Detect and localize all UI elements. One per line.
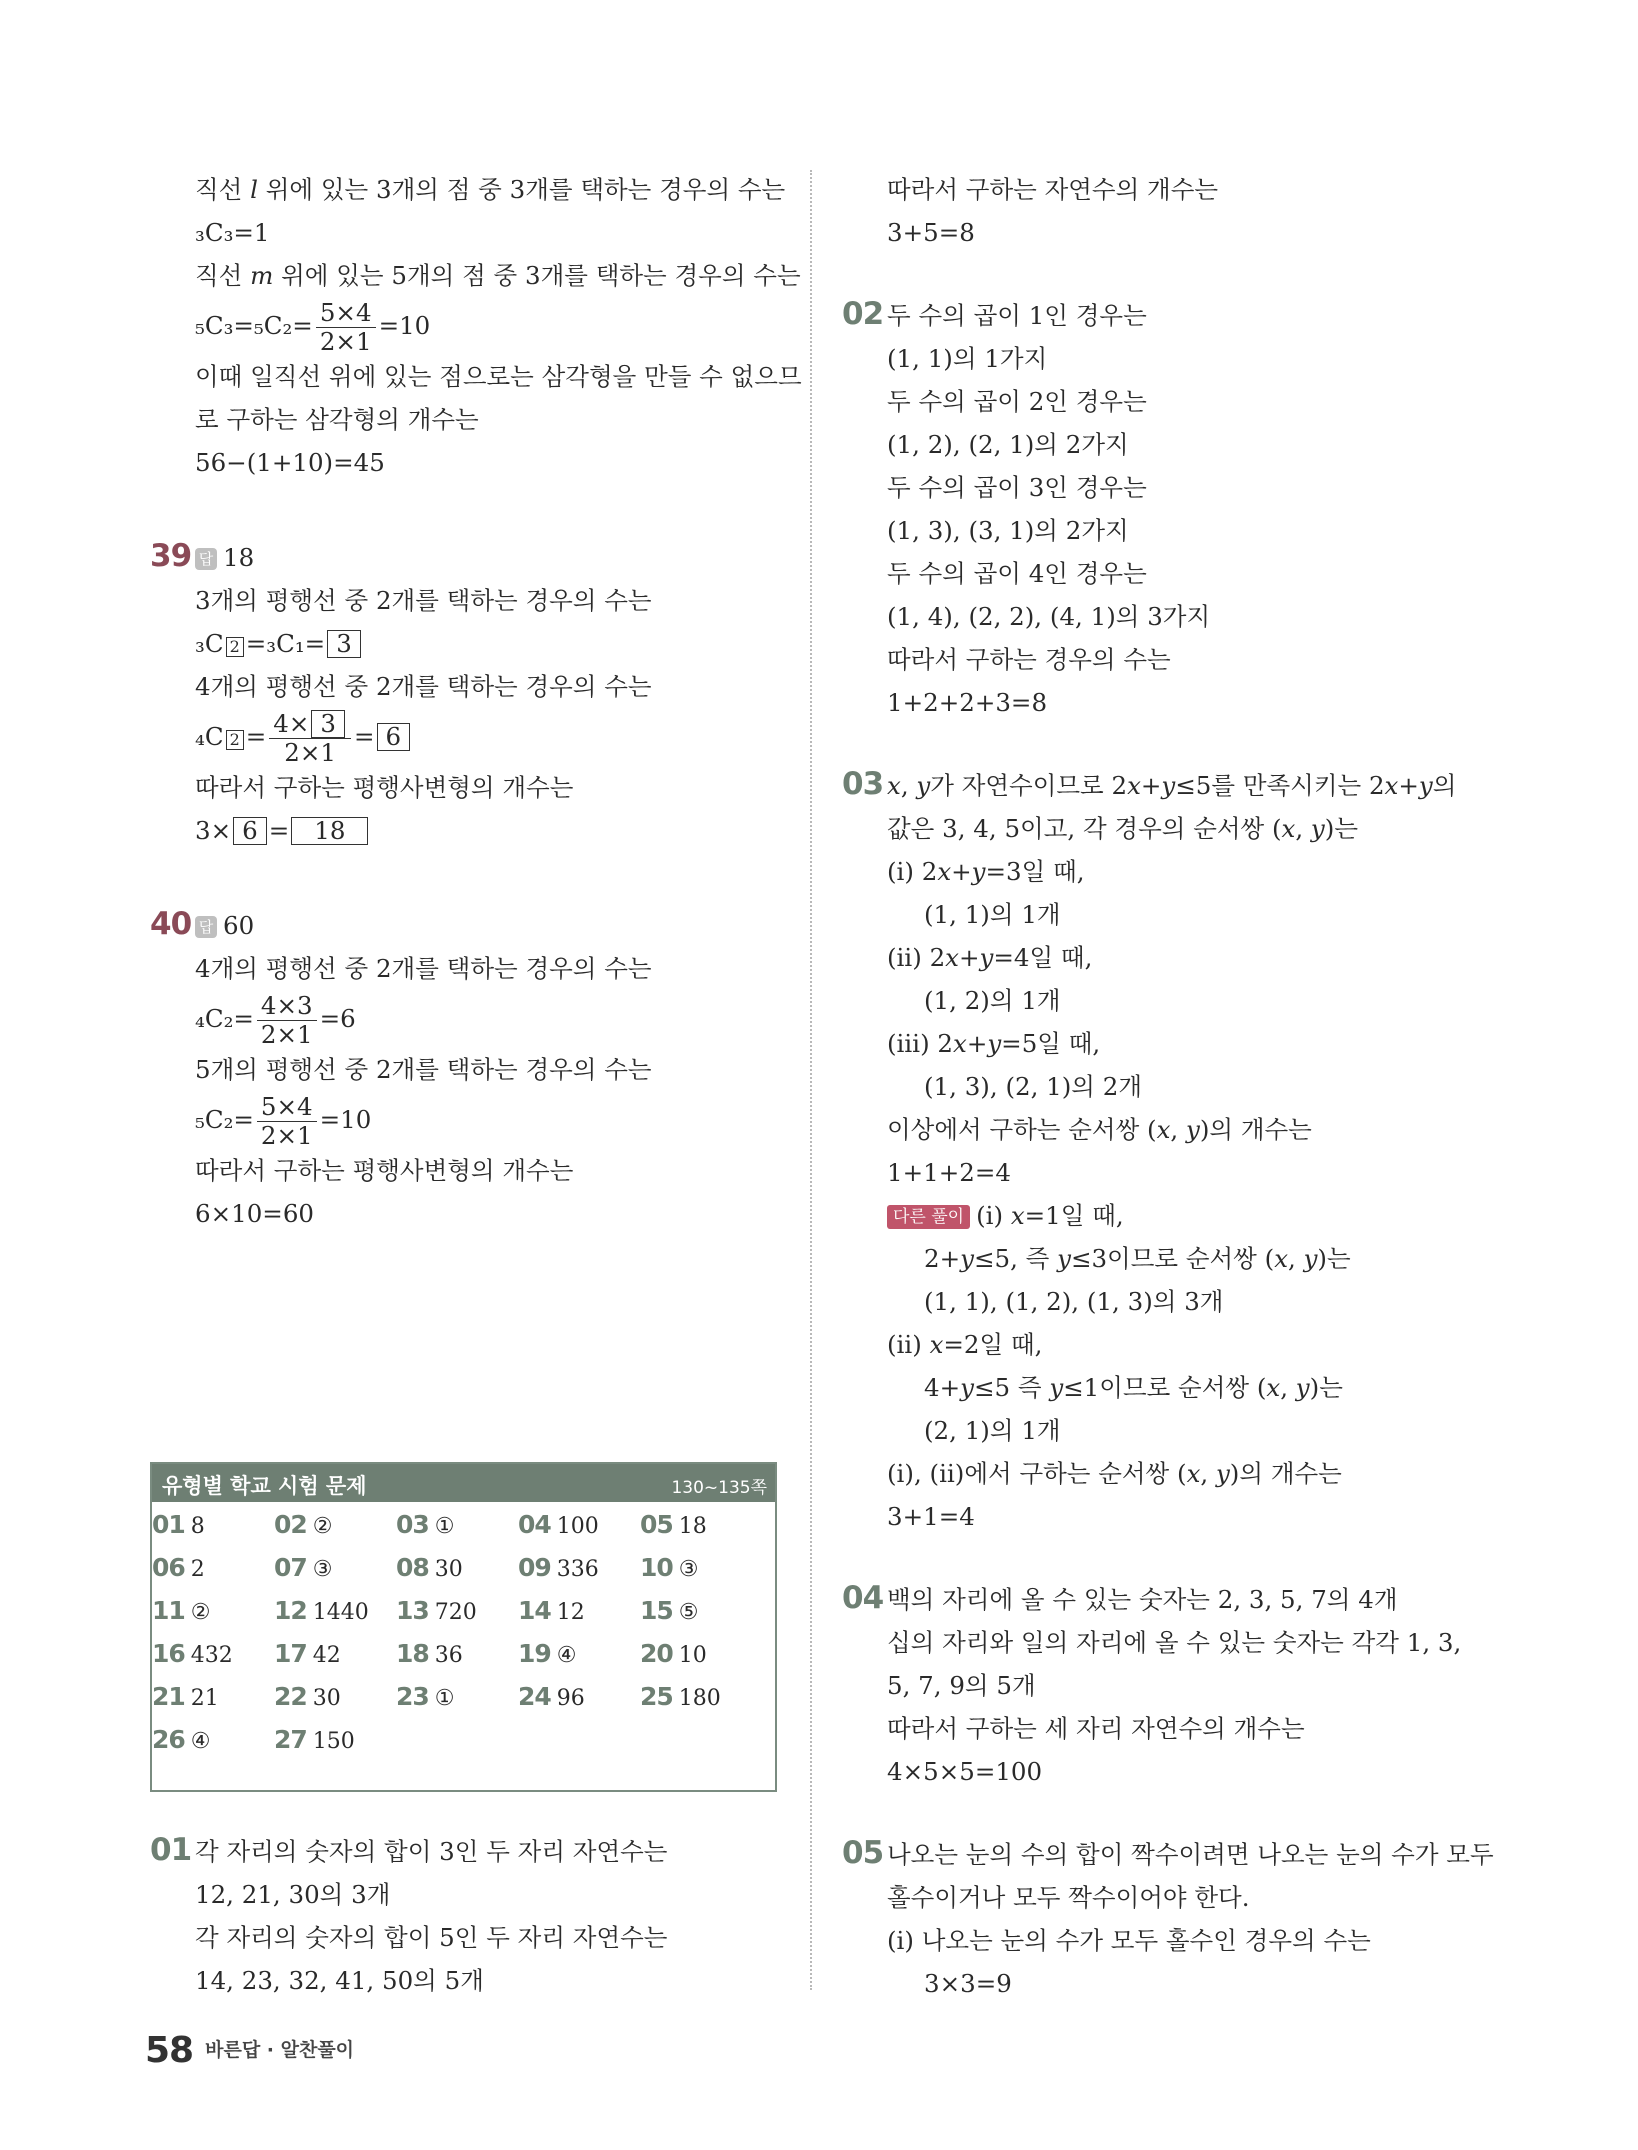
answer-cell bbox=[274, 1639, 341, 1668]
answer-cell-number: 16 bbox=[152, 1639, 185, 1668]
text-line: 직선 𝑙 위에 있는 3개의 점 중 3개를 택하는 경우의 수는 bbox=[195, 175, 786, 204]
combination: ₅C₃=₅C₂= bbox=[195, 311, 313, 340]
column-divider bbox=[810, 170, 812, 1990]
text-line: 3+1=4 bbox=[887, 1502, 975, 1531]
answer-cell-value: ② bbox=[312, 1514, 333, 1539]
answer-cell bbox=[274, 1510, 333, 1539]
answer-cell-value: ② bbox=[190, 1600, 211, 1625]
fraction bbox=[257, 1093, 317, 1150]
answer-value: 18 bbox=[223, 543, 255, 572]
answer-cell bbox=[518, 1510, 599, 1539]
answer-cell-number: 18 bbox=[396, 1639, 429, 1668]
answer-cell-number: 21 bbox=[152, 1682, 185, 1711]
text-line: 홀수이거나 모두 짝수이어야 한다. bbox=[887, 1883, 1250, 1912]
answer-cell bbox=[640, 1639, 707, 1668]
text-line: 두 수의 곱이 4인 경우는 bbox=[887, 559, 1147, 588]
text-line: (1, 4), (2, 2), (4, 1)의 3가지 bbox=[887, 602, 1211, 631]
answer-cell bbox=[640, 1596, 699, 1625]
fraction bbox=[257, 992, 317, 1049]
spacer bbox=[150, 852, 790, 904]
answer-cell-number: 11 bbox=[152, 1596, 185, 1625]
page-footer bbox=[145, 2030, 354, 2071]
answer-cell-number: 04 bbox=[518, 1510, 551, 1539]
answer-cell-number: 07 bbox=[274, 1553, 307, 1582]
answer-cell-number: 17 bbox=[274, 1639, 307, 1668]
answer-cell bbox=[518, 1682, 585, 1711]
answer-cell-value: 10 bbox=[678, 1643, 707, 1668]
text-line: 두 수의 곱이 1인 경우는 bbox=[887, 301, 1147, 330]
answer-cell-number: 19 bbox=[518, 1639, 551, 1668]
text-line: 2+𝑦≤5, 즉 𝑦≤3이므로 순서쌍 (𝑥, 𝑦)는 bbox=[924, 1244, 1351, 1273]
case-line: (ⅲ) 2𝑥+𝑦=5일 때, bbox=[887, 1029, 1101, 1058]
text-line: 4+𝑦≤5 즉 𝑦≤1이므로 순서쌍 (𝑥, 𝑦)는 bbox=[924, 1373, 1343, 1402]
answer-cell-value: 8 bbox=[190, 1514, 205, 1539]
question-number: 40 bbox=[150, 906, 192, 942]
answer-table-pages: 130~135쪽 bbox=[671, 1478, 767, 1498]
answer-cell bbox=[518, 1639, 577, 1668]
denominator: 2×1 bbox=[284, 738, 337, 767]
answer-cell-value: 30 bbox=[434, 1557, 463, 1582]
text-line: 직선 𝑚 위에 있는 5개의 점 중 3개를 택하는 경우의 수는 bbox=[195, 261, 801, 290]
answer-cell bbox=[396, 1553, 463, 1582]
text-line: (1, 1)의 1개 bbox=[924, 900, 1061, 929]
answer-cell-value: 100 bbox=[556, 1514, 599, 1539]
answer-cell-number: 23 bbox=[396, 1682, 429, 1711]
answer-cell-value: 30 bbox=[312, 1686, 341, 1711]
text-line: (1, 3), (3, 1)의 2가지 bbox=[887, 516, 1129, 545]
text-line: 5, 7, 9의 5개 bbox=[887, 1671, 1036, 1700]
question-number: 01 bbox=[150, 1832, 192, 1868]
answer-cell-number: 10 bbox=[640, 1553, 673, 1582]
text-line: 따라서 구하는 경우의 수는 bbox=[887, 645, 1171, 674]
answer-cell bbox=[396, 1596, 477, 1625]
answer-cell-value: 720 bbox=[434, 1600, 477, 1625]
text-line: 따라서 구하는 평행사변형의 개수는 bbox=[195, 1156, 574, 1185]
denominator: 2×1 bbox=[260, 1121, 313, 1150]
text-line: 따라서 구하는 평행사변형의 개수는 bbox=[195, 773, 574, 802]
answer-cell-value: 12 bbox=[556, 1600, 585, 1625]
question-03-line bbox=[842, 764, 1482, 807]
answer-cell-number: 22 bbox=[274, 1682, 307, 1711]
answer-cell bbox=[274, 1682, 341, 1711]
blank-box: 2 bbox=[226, 637, 244, 657]
answer-table-header bbox=[152, 1464, 775, 1502]
math-result: =1 bbox=[233, 218, 270, 247]
combination: ₃C₃ bbox=[195, 218, 234, 247]
answer-cell bbox=[274, 1553, 333, 1582]
text-line: 4×5×5=100 bbox=[887, 1757, 1043, 1786]
spacer bbox=[842, 1793, 1482, 1833]
case-text: (ⅰ) 𝑥=1일 때, bbox=[976, 1201, 1124, 1230]
answer-cell bbox=[640, 1553, 699, 1582]
answer-cell-value: ③ bbox=[678, 1557, 699, 1582]
answer-cell-number: 14 bbox=[518, 1596, 551, 1625]
combination: =₃C₁= bbox=[245, 629, 326, 658]
answer-cell bbox=[152, 1510, 205, 1539]
text-line: 값은 3, 4, 5이고, 각 경우의 순서쌍 (𝑥, 𝑦)는 bbox=[887, 814, 1358, 843]
blank-box: 3 bbox=[311, 710, 345, 738]
page-number: 58 bbox=[145, 2030, 194, 2071]
text-line: (1, 1), (1, 2), (1, 3)의 3개 bbox=[924, 1287, 1224, 1316]
question-02-line bbox=[842, 294, 1482, 337]
answer-cell bbox=[274, 1725, 355, 1754]
case-line: (ⅰ) 나오는 눈의 수가 모두 홀수인 경우의 수는 bbox=[887, 1926, 1371, 1955]
denominator: 2×1 bbox=[260, 1020, 313, 1049]
text-line: (1, 2)의 1개 bbox=[924, 986, 1061, 1015]
answer-cell-number: 12 bbox=[274, 1596, 307, 1625]
left-column bbox=[150, 168, 802, 1235]
case-line: (ⅱ) 𝑥=2일 때, bbox=[887, 1330, 1043, 1359]
answer-cell-number: 25 bbox=[640, 1682, 673, 1711]
answer-cell-value: 36 bbox=[434, 1643, 463, 1668]
answer-cell-number: 13 bbox=[396, 1596, 429, 1625]
math-result: =10 bbox=[319, 1105, 372, 1134]
footer-label: 바른답 · 알찬풀이 bbox=[205, 2039, 355, 2061]
text-line: 두 수의 곱이 3인 경우는 bbox=[887, 473, 1147, 502]
answer-cell-value: 336 bbox=[556, 1557, 599, 1582]
answer-cell bbox=[152, 1725, 211, 1754]
math-result: =10 bbox=[378, 311, 431, 340]
answer-cell bbox=[274, 1596, 369, 1625]
question-number: 04 bbox=[842, 1580, 884, 1616]
alt-solution-badge: 다른 풀이 bbox=[887, 1205, 970, 1229]
numerator-text: 4× bbox=[273, 709, 310, 738]
question-40-header bbox=[150, 904, 790, 947]
answer-cell bbox=[152, 1639, 233, 1668]
text-line: 1+1+2=4 bbox=[887, 1158, 1011, 1187]
answer-cell-number: 09 bbox=[518, 1553, 551, 1582]
math-line bbox=[150, 1091, 790, 1149]
text-line: 각 자리의 숫자의 합이 5인 두 자리 자연수는 bbox=[195, 1923, 668, 1952]
answer-cell-value: 18 bbox=[678, 1514, 707, 1539]
question-04-line bbox=[842, 1578, 1482, 1621]
answer-cell-value: ③ bbox=[312, 1557, 333, 1582]
right-column bbox=[842, 168, 1494, 2005]
answer-cell-value: ① bbox=[434, 1514, 455, 1539]
answer-cell-number: 03 bbox=[396, 1510, 429, 1539]
text-line: 백의 자리에 올 수 있는 숫자는 2, 3, 5, 7의 4개 bbox=[887, 1585, 1398, 1614]
text-line: 각 자리의 숫자의 합이 3인 두 자리 자연수는 bbox=[195, 1837, 668, 1866]
answer-cell-number: 01 bbox=[152, 1510, 185, 1539]
answer-badge: 답 bbox=[195, 916, 217, 938]
text-line: 나오는 눈의 수의 합이 짝수이려면 나오는 눈의 수가 모두 bbox=[887, 1840, 1494, 1869]
text-line: 이때 일직선 위에 있는 점으로는 삼각형을 만들 수 없으므 bbox=[195, 362, 802, 391]
text-line: 4개의 평행선 중 2개를 택하는 경우의 수는 bbox=[195, 672, 652, 701]
text-line: 두 수의 곱이 2인 경우는 bbox=[887, 387, 1147, 416]
math-line: ₄C 2 = $\frac{4\times 3}{2\times 1}$ = 6 bbox=[150, 708, 790, 766]
alt-solution-line bbox=[842, 1194, 1482, 1237]
text-line: 4개의 평행선 중 2개를 택하는 경우의 수는 bbox=[195, 954, 652, 983]
blank-box: 6 bbox=[233, 817, 267, 845]
question-number: 05 bbox=[842, 1835, 884, 1871]
fraction bbox=[316, 299, 376, 356]
answer-cell bbox=[396, 1639, 463, 1668]
case-line: (ⅰ) 2𝑥+𝑦=3일 때, bbox=[887, 857, 1085, 886]
text-line: 1+2+2+3=8 bbox=[887, 688, 1048, 717]
answer-cell-number: 15 bbox=[640, 1596, 673, 1625]
answer-cell-value: 42 bbox=[312, 1643, 341, 1668]
math-line: 3× 6 = 18 bbox=[150, 809, 790, 852]
answer-cell-number: 08 bbox=[396, 1553, 429, 1582]
math-result: =6 bbox=[319, 1004, 356, 1033]
question-number: 39 bbox=[150, 538, 192, 574]
answer-table-title: 유형별 학교 시험 문제 bbox=[162, 1474, 367, 1498]
text-line: 3개의 평행선 중 2개를 택하는 경우의 수는 bbox=[195, 586, 652, 615]
text-line: 따라서 구하는 세 자리 자연수의 개수는 bbox=[887, 1714, 1305, 1743]
math-line bbox=[150, 622, 790, 665]
text-line: (1, 2), (2, 1)의 2가지 bbox=[887, 430, 1129, 459]
math-line bbox=[150, 297, 790, 355]
text-line: 𝑥, 𝑦가 자연수이므로 2𝑥+𝑦≤5를 만족시키는 2𝑥+𝑦의 bbox=[887, 771, 1457, 800]
text-line: (1, 3), (2, 1)의 2개 bbox=[924, 1072, 1143, 1101]
answer-cell-value: 180 bbox=[678, 1686, 721, 1711]
answer-cell bbox=[640, 1682, 721, 1711]
answer-cell-value: ① bbox=[434, 1686, 455, 1711]
text-line: 3×3=9 bbox=[924, 1969, 1012, 1998]
question-number: 02 bbox=[842, 296, 884, 332]
combination: ₅C₂= bbox=[195, 1105, 254, 1134]
case-line: (ⅱ) 2𝑥+𝑦=4일 때, bbox=[887, 943, 1093, 972]
text-line: 3+5=8 bbox=[887, 218, 975, 247]
text-line: 6×10=60 bbox=[195, 1199, 314, 1228]
numerator bbox=[269, 710, 351, 739]
blank-box: 18 bbox=[291, 817, 368, 845]
text-line: 5개의 평행선 중 2개를 택하는 경우의 수는 bbox=[195, 1055, 652, 1084]
answer-cell bbox=[396, 1682, 455, 1711]
answer-cell-number: 05 bbox=[640, 1510, 673, 1539]
numerator: 4×3 bbox=[257, 992, 317, 1021]
answer-cell bbox=[152, 1596, 211, 1625]
question-01-line bbox=[150, 1830, 790, 1873]
text-line: 이상에서 구하는 순서쌍 (𝑥, 𝑦)의 개수는 bbox=[887, 1115, 1312, 1144]
answer-badge: 답 bbox=[195, 548, 217, 570]
text-line: 로 구하는 삼각형의 개수는 bbox=[195, 405, 479, 434]
answer-cell bbox=[152, 1553, 205, 1582]
text-line: 따라서 구하는 자연수의 개수는 bbox=[887, 175, 1219, 204]
answer-cell bbox=[152, 1682, 219, 1711]
answer-cell-number: 02 bbox=[274, 1510, 307, 1539]
combination: ₄C bbox=[195, 722, 224, 751]
blank-box: 3 bbox=[327, 630, 361, 658]
text-line: 12, 21, 30의 3개 bbox=[195, 1880, 391, 1909]
answer-cell-value: ⑤ bbox=[678, 1600, 699, 1625]
answer-cell-number: 06 bbox=[152, 1553, 185, 1582]
text-line: 십의 자리와 일의 자리에 올 수 있는 숫자는 각각 1, 3, bbox=[887, 1628, 1462, 1657]
answer-cell-number: 24 bbox=[518, 1682, 551, 1711]
text-line: 14, 23, 32, 41, 50의 5개 bbox=[195, 1966, 484, 1995]
text-line: 56−(1+10)=45 bbox=[195, 448, 385, 477]
answer-cell bbox=[396, 1510, 455, 1539]
blank-box: 6 bbox=[377, 723, 411, 751]
answer-value: 60 bbox=[223, 911, 255, 940]
answer-cell-value: 432 bbox=[190, 1643, 233, 1668]
spacer bbox=[842, 1538, 1482, 1578]
denominator: 2×1 bbox=[319, 327, 372, 356]
fraction bbox=[269, 710, 351, 767]
blank-box: 2 bbox=[226, 730, 244, 750]
math-line bbox=[150, 211, 790, 254]
question-01-block bbox=[150, 1830, 790, 2002]
question-05-line bbox=[842, 1833, 1494, 1876]
math-text: 3× bbox=[195, 816, 232, 845]
text-line: (2, 1)의 1개 bbox=[924, 1416, 1061, 1445]
answer-cell bbox=[640, 1510, 707, 1539]
numerator: 5×4 bbox=[316, 299, 376, 328]
question-39-header bbox=[150, 536, 790, 579]
combination: ₄C₂= bbox=[195, 1004, 254, 1033]
answer-cell bbox=[518, 1596, 585, 1625]
answer-cell-value: 96 bbox=[556, 1686, 585, 1711]
numerator: 5×4 bbox=[257, 1093, 317, 1122]
spacer bbox=[842, 254, 1482, 294]
answer-cell-value: ④ bbox=[556, 1643, 577, 1668]
answer-cell-number: 20 bbox=[640, 1639, 673, 1668]
spacer bbox=[150, 484, 790, 536]
spacer bbox=[842, 724, 1482, 764]
text-line: (ⅰ), (ⅱ)에서 구하는 순서쌍 (𝑥, 𝑦)의 개수는 bbox=[887, 1459, 1342, 1488]
answer-table bbox=[150, 1462, 777, 1792]
answer-cell-value: ④ bbox=[190, 1729, 211, 1754]
answer-cell-value: 21 bbox=[190, 1686, 219, 1711]
question-number: 03 bbox=[842, 766, 884, 802]
answer-cell-number: 26 bbox=[152, 1725, 185, 1754]
text-line: (1, 1)의 1가지 bbox=[887, 344, 1048, 373]
answer-cell-number: 27 bbox=[274, 1725, 307, 1754]
answer-cell-value: 1440 bbox=[312, 1600, 369, 1625]
answer-cell bbox=[518, 1553, 599, 1582]
answer-cell-value: 2 bbox=[190, 1557, 205, 1582]
math-line bbox=[150, 990, 790, 1048]
answer-cell-value: 150 bbox=[312, 1729, 355, 1754]
combination: ₃C bbox=[195, 629, 224, 658]
